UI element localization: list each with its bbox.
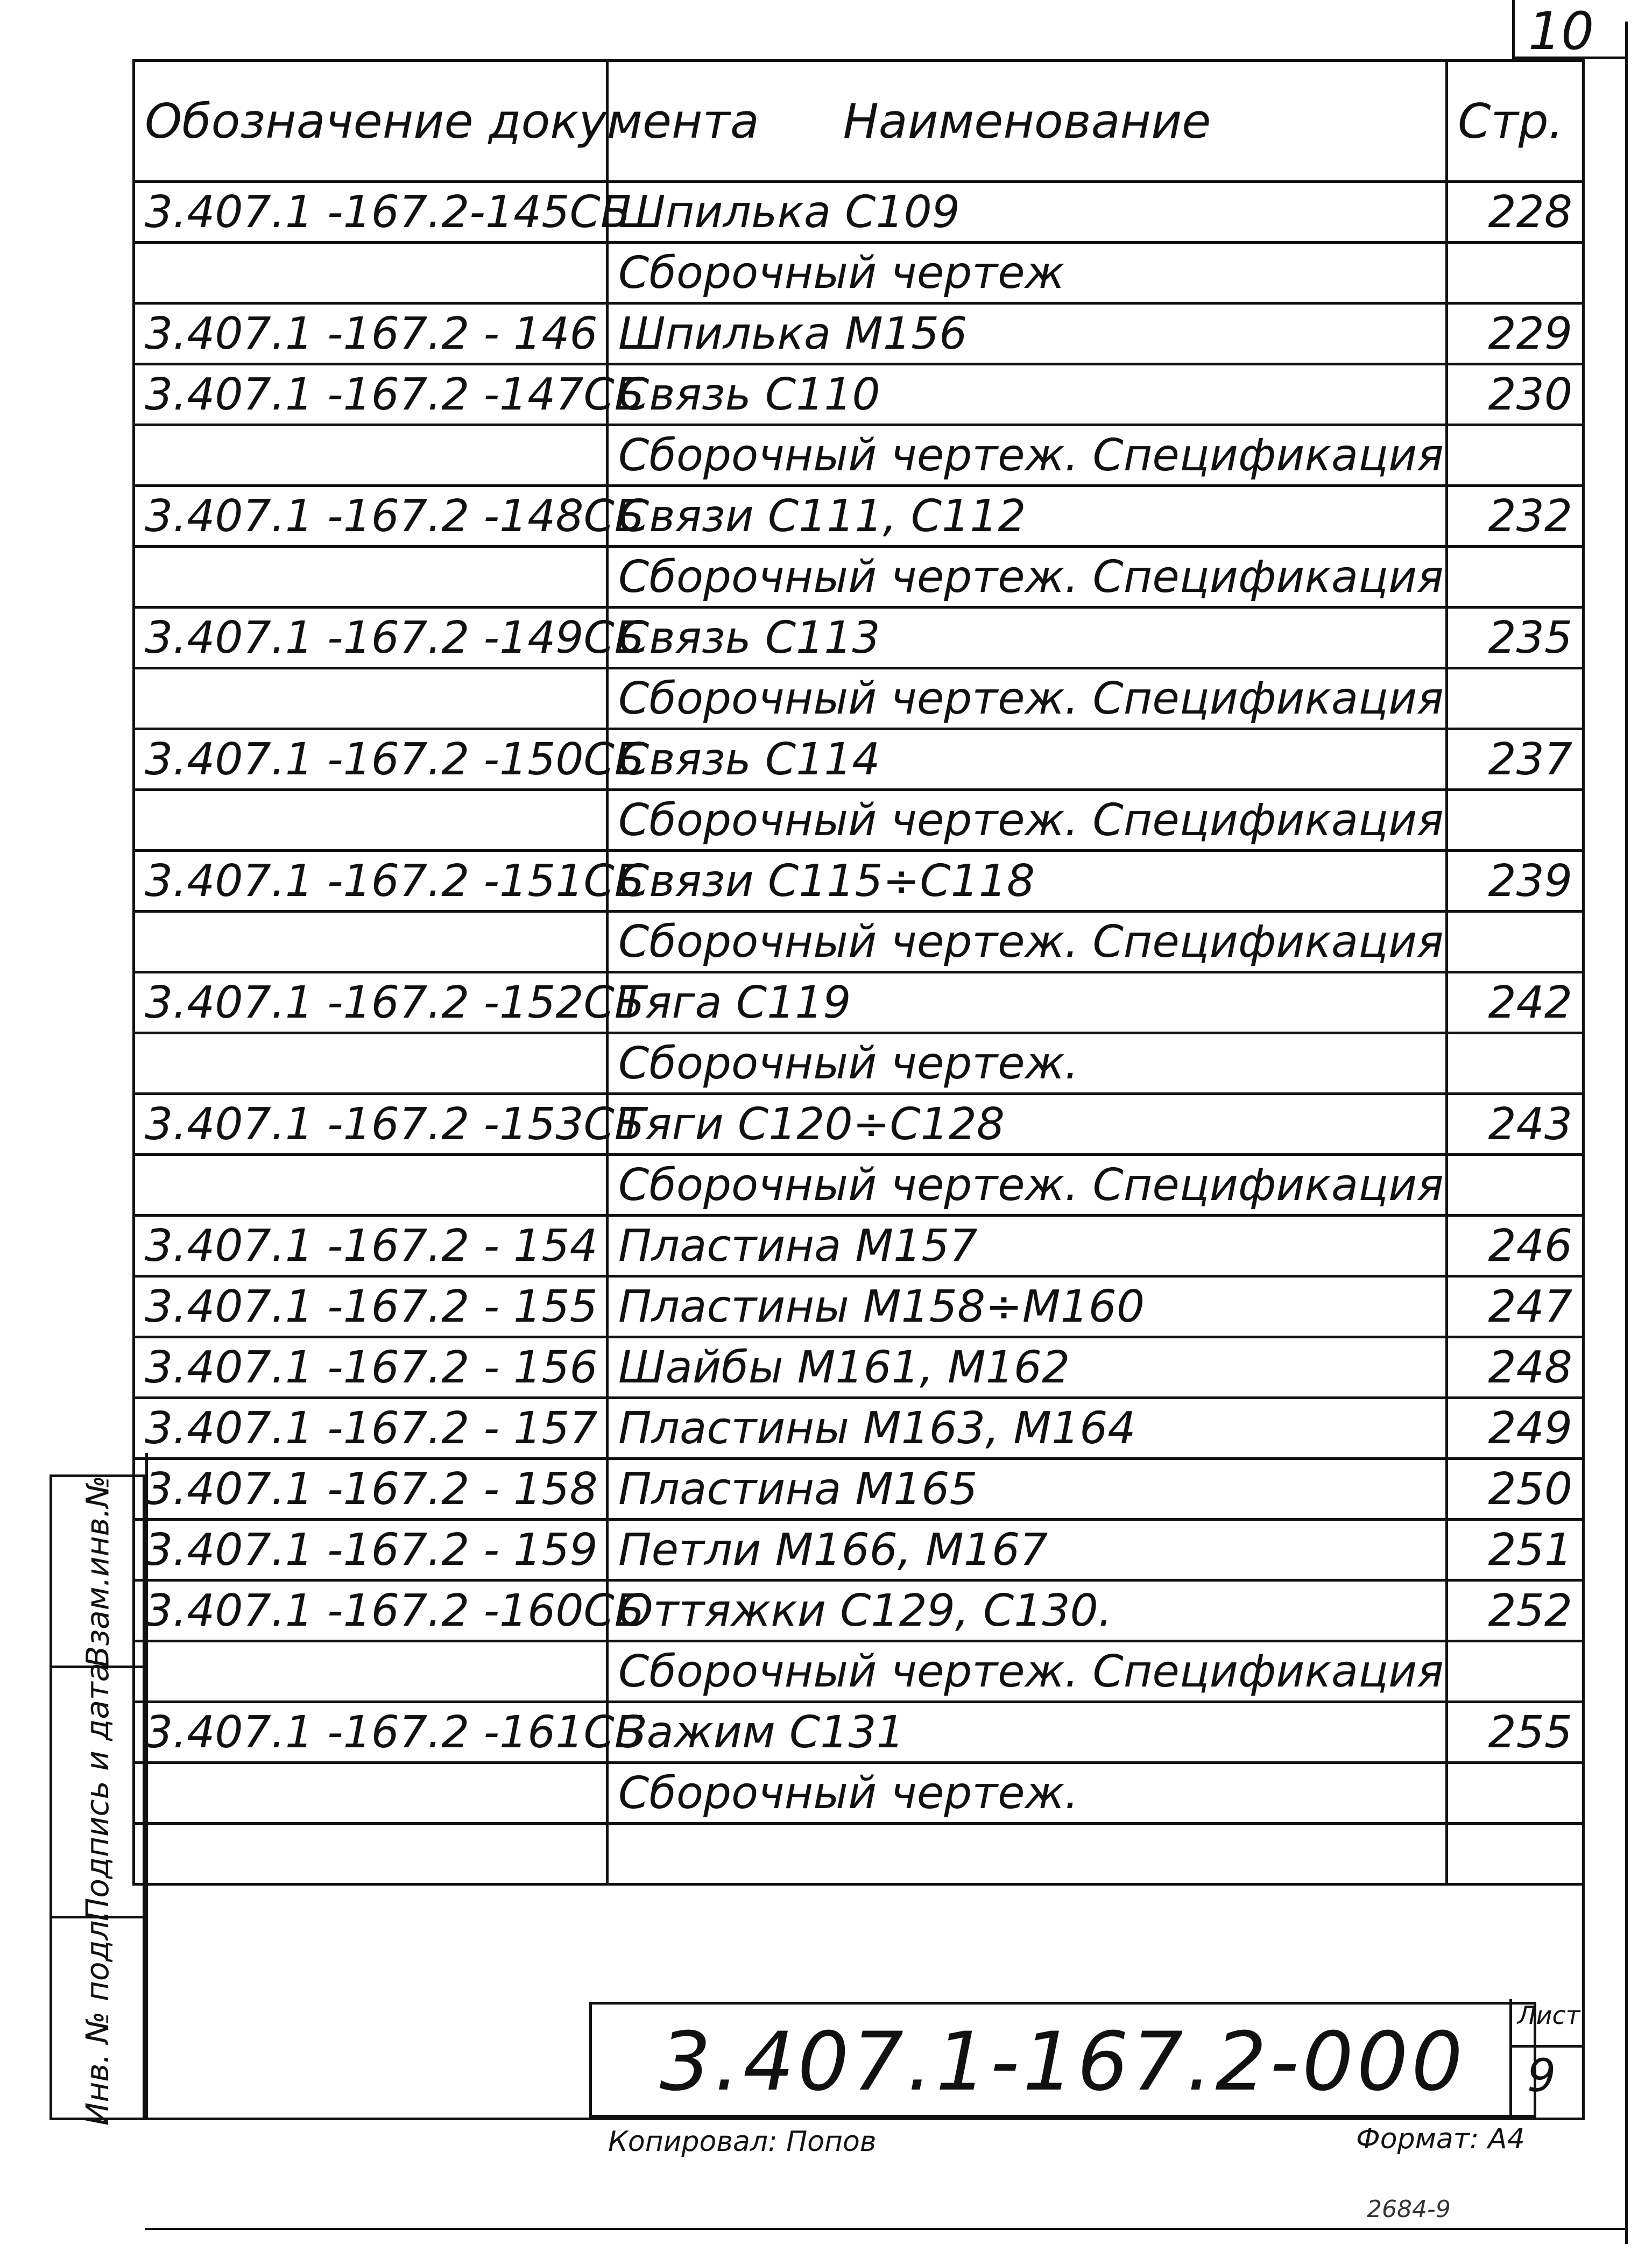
cell-page: 247	[1447, 1276, 1584, 1337]
format-label: Формат: А4	[1356, 2123, 1525, 2155]
cell-page: 229	[1447, 304, 1584, 364]
table-row	[134, 1276, 1584, 1337]
cell-designation: 3.407.1 -167.2 - 157	[134, 1398, 608, 1459]
table-row	[134, 425, 1584, 486]
cell-page: 246	[1447, 1216, 1584, 1276]
cell-page: 255	[1447, 1702, 1584, 1763]
cell-page	[1447, 1641, 1584, 1702]
sheet-number: 9	[1527, 2049, 1556, 2102]
cell-name: Сборочный чертеж	[608, 243, 1447, 304]
cell-name: Сборочный чертеж.	[608, 1763, 1447, 1824]
cell-name: Оттяжки С129, С130.	[608, 1580, 1447, 1641]
cell-name: Сборочный чертеж. Спецификация	[608, 912, 1447, 972]
cell-name: Сборочный чертеж. Спецификация	[608, 790, 1447, 851]
cell-designation: 3.407.1 -167.2 - 154	[134, 1216, 608, 1276]
cell-name: Сборочный чертеж. Спецификация	[608, 1641, 1447, 1702]
cell-name: Сборочный чертеж. Спецификация	[608, 547, 1447, 608]
table-row	[134, 1216, 1584, 1276]
cell-page	[1447, 243, 1584, 304]
table-row	[134, 182, 1584, 243]
cell-page: 239	[1447, 851, 1584, 912]
binding-strip-signature-cell	[50, 1662, 145, 1922]
cell-page	[1447, 1155, 1584, 1216]
table-row	[134, 1155, 1584, 1216]
cell-page: 235	[1447, 608, 1584, 668]
cell-page: 232	[1447, 486, 1584, 547]
cell-designation	[134, 243, 608, 304]
table-row	[134, 729, 1584, 790]
table-row	[134, 304, 1584, 364]
cell-designation: 3.407.1 -167.2 -149СБ	[134, 608, 608, 668]
cell-designation	[134, 425, 608, 486]
cell-name: Петли М166, М167	[608, 1520, 1447, 1580]
cell-page	[1447, 912, 1584, 972]
cell-name: Пластина М157	[608, 1216, 1447, 1276]
binding-label-inv: Инв. № подл.	[79, 1910, 116, 2126]
table-row	[134, 912, 1584, 972]
frame-right-outer	[1625, 22, 1628, 2244]
cell-name: Сборочный чертеж. Спецификация	[608, 425, 1447, 486]
cell-designation	[134, 668, 608, 729]
table-row	[134, 1398, 1584, 1459]
cell-name: Шпилька С109	[608, 182, 1447, 243]
cell-name: Тяга С119	[608, 972, 1447, 1033]
table-row	[134, 1337, 1584, 1398]
cell-designation: 3.407.1 -167.2-145СБ	[134, 182, 608, 243]
table-row	[134, 608, 1584, 668]
table-row	[134, 1641, 1584, 1702]
cell-designation: 3.407.1 -167.2 -161СБ	[134, 1702, 608, 1763]
table-row	[134, 1033, 1584, 1094]
cell-name: Сборочный чертеж.	[608, 1033, 1447, 1094]
table-row	[134, 486, 1584, 547]
header-designation: Обозначение документа	[134, 61, 608, 182]
cell-name: Связь С113	[608, 608, 1447, 668]
cell-designation: 3.407.1 -167.2 -160СБ	[134, 1580, 608, 1641]
corner-page-number: 10	[1528, 1, 1594, 61]
table-header-row	[134, 61, 1584, 182]
frame-bottom-line	[145, 2118, 1585, 2120]
table-row	[134, 851, 1584, 912]
title-block	[589, 2002, 1536, 2118]
cell-designation: 3.407.1 -167.2 - 155	[134, 1276, 608, 1337]
cell-designation: 3.407.1 -167.2 -147СБ	[134, 364, 608, 425]
cell-page: 230	[1447, 364, 1584, 425]
spec-table	[132, 59, 1585, 1886]
sheet-divider	[1509, 2045, 1585, 2048]
cell-page	[1447, 425, 1584, 486]
cell-blank	[1447, 1824, 1584, 1885]
table-row	[134, 790, 1584, 851]
cell-page: 242	[1447, 972, 1584, 1033]
cell-name: Сборочный чертеж. Спецификация	[608, 1155, 1447, 1216]
binding-label-replaces: Взам.инв.№	[79, 1475, 116, 1668]
cell-name: Пластины М158÷М160	[608, 1276, 1447, 1337]
cell-page: 250	[1447, 1459, 1584, 1520]
cell-name: Связь С114	[608, 729, 1447, 790]
cell-designation	[134, 790, 608, 851]
cell-designation	[134, 547, 608, 608]
cell-name: Тяги С120÷С128	[608, 1094, 1447, 1155]
table-row	[134, 1094, 1584, 1155]
cell-designation	[134, 1763, 608, 1824]
cell-designation: 3.407.1 -167.2 -152СБ	[134, 972, 608, 1033]
document-code: 3.407.1-167.2-000	[659, 2015, 1466, 2109]
cell-designation	[134, 1641, 608, 1702]
cell-page	[1447, 668, 1584, 729]
cell-name: Пластины М163, М164	[608, 1398, 1447, 1459]
table-row	[134, 1580, 1584, 1641]
binding-strip-inv-cell	[50, 1910, 145, 2126]
cell-designation: 3.407.1 -167.2 -148СБ	[134, 486, 608, 547]
cell-page: 248	[1447, 1337, 1584, 1398]
cell-page: 243	[1447, 1094, 1584, 1155]
table-row	[134, 668, 1584, 729]
bottom-edge-line	[145, 2228, 1628, 2230]
binding-strip-replaces-cell	[50, 1474, 145, 1668]
cell-page	[1447, 1033, 1584, 1094]
cell-name: Связи С111, С112	[608, 486, 1447, 547]
table-row	[134, 243, 1584, 304]
stamp-number: 2684-9	[1367, 2196, 1451, 2223]
cell-name: Связь С110	[608, 364, 1447, 425]
table-row	[134, 364, 1584, 425]
table-row	[134, 1702, 1584, 1763]
cell-designation	[134, 1155, 608, 1216]
table-row	[134, 1459, 1584, 1520]
header-name: Наименование	[608, 61, 1447, 182]
table-row	[134, 1520, 1584, 1580]
table-blank-row	[134, 1824, 1584, 1885]
cell-designation: 3.407.1 -167.2 -151СБ	[134, 851, 608, 912]
cell-page	[1447, 790, 1584, 851]
cell-name: Связи С115÷С118	[608, 851, 1447, 912]
cell-name: Зажим С131	[608, 1702, 1447, 1763]
cell-page: 249	[1447, 1398, 1584, 1459]
spec-body	[134, 182, 1584, 1885]
cell-designation: 3.407.1 -167.2 -153СБ	[134, 1094, 608, 1155]
header-page: Стр.	[1447, 61, 1584, 182]
cell-name: Сборочный чертеж. Спецификация	[608, 668, 1447, 729]
table-row	[134, 547, 1584, 608]
cell-designation: 3.407.1 -167.2 - 156	[134, 1337, 608, 1398]
cell-page: 252	[1447, 1580, 1584, 1641]
cell-designation: 3.407.1 -167.2 - 159	[134, 1520, 608, 1580]
cell-blank	[134, 1824, 608, 1885]
cell-name: Шпилька М156	[608, 304, 1447, 364]
cell-name: Шайбы М161, М162	[608, 1337, 1447, 1398]
table-row	[134, 972, 1584, 1033]
cell-page: 251	[1447, 1520, 1584, 1580]
table-row	[134, 1763, 1584, 1824]
cell-blank	[608, 1824, 1447, 1885]
cell-designation	[134, 1033, 608, 1094]
cell-designation: 3.407.1 -167.2 - 146	[134, 304, 608, 364]
cell-page	[1447, 1763, 1584, 1824]
cell-page: 237	[1447, 729, 1584, 790]
cell-page: 228	[1447, 182, 1584, 243]
sheet-label: Лист	[1517, 2001, 1580, 2030]
cell-name: Пластина М165	[608, 1459, 1447, 1520]
cell-page	[1447, 547, 1584, 608]
cell-designation: 3.407.1 -167.2 -150СБ	[134, 729, 608, 790]
copied-by-label: Копировал: Попов	[608, 2126, 877, 2158]
cell-designation	[134, 912, 608, 972]
binding-label-signature: Подпись и дата	[79, 1662, 116, 1922]
cell-designation: 3.407.1 -167.2 - 158	[134, 1459, 608, 1520]
